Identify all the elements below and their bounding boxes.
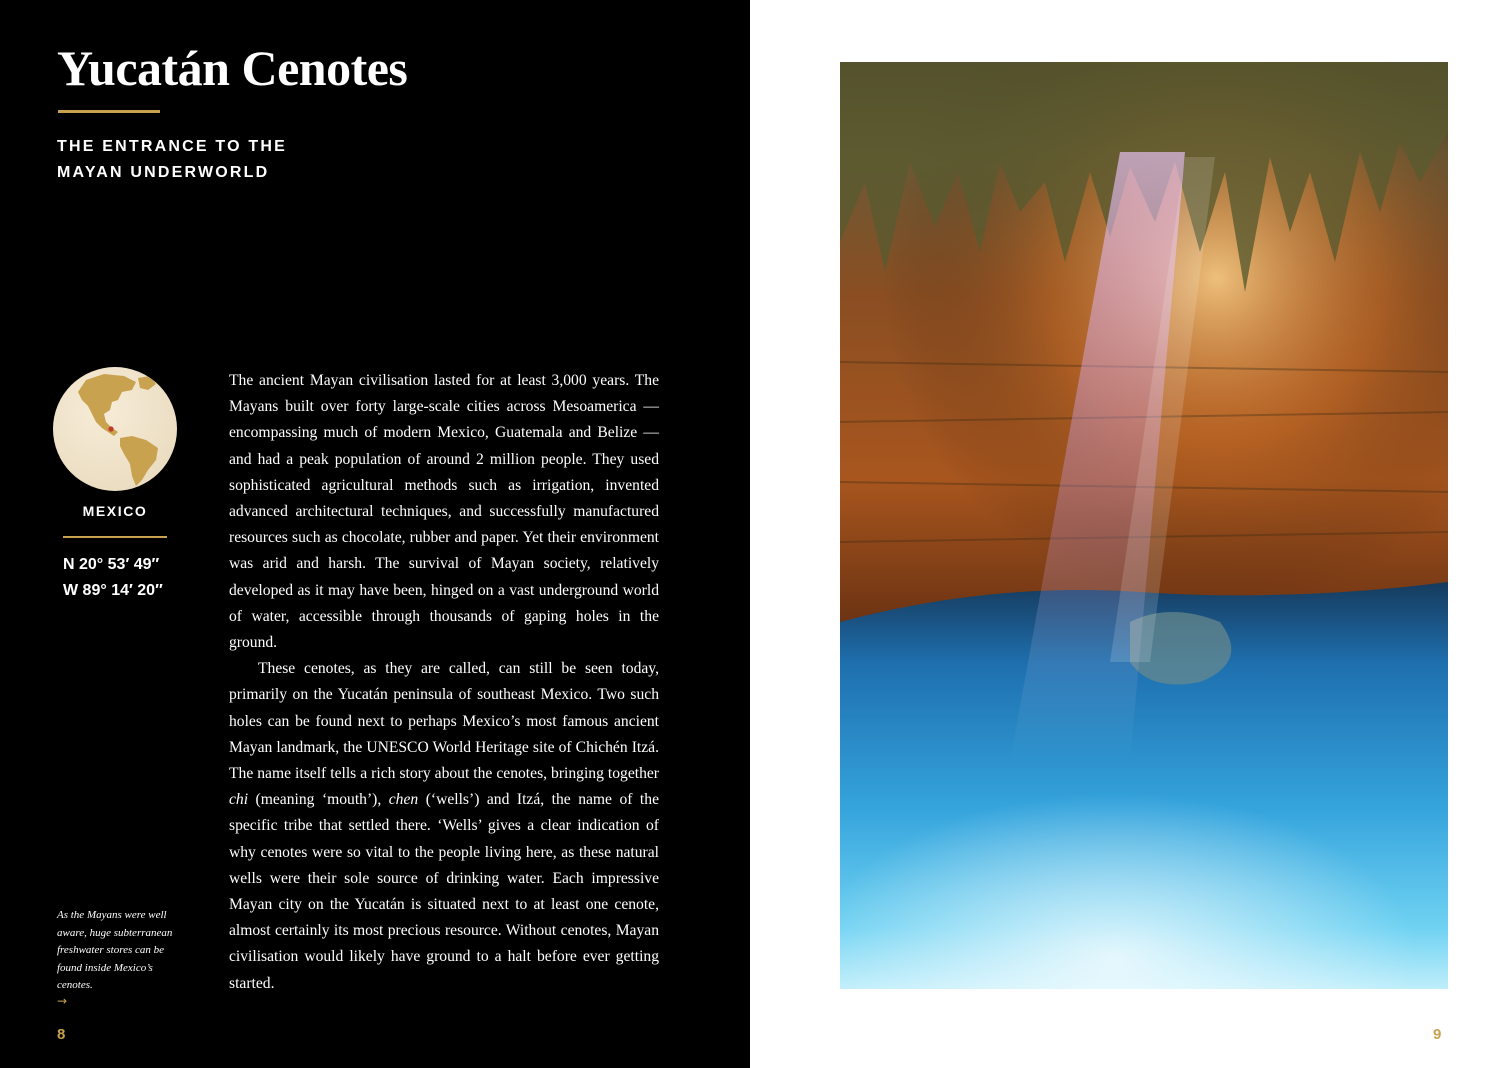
paragraph-1: The ancient Mayan civilisation lasted for at least 3,000 years. The Mayans built over forty large-scale cities across Mesoamerica — encompassing much of modern Mexico, Guatemala and Belize — and had a peak population of around 2 million people. They used sophisticated agricultural methods such as irrigation, invented advanced architectural techniques, and successfully manufactured resources such as chocolate, rubber and paper. Yet their environment was arid and harsh. The survival of Mayan society, relatively developed as it may have been, hinged on a vast underground world of water, accessible through thousands of gaping holes in the ground. (229, 372, 659, 652)
italic-term-chi: chi (229, 791, 249, 809)
paragraph-2-part-2: (meaning ‘mouth’), (248, 791, 389, 809)
paragraph-2-part-1: These cenotes, as they are called, can still be seen today, primarily on the Yucatán peninsula of southeast Mexico. Two such holes can be found next to perhaps Mexico’s most famous ancient Mayan landmark, the UNESCO World Heritage site of Chichén Itzá. The name itself tells a rich story about the cenotes, bringing together (229, 660, 659, 783)
location-country: MEXICO (82, 503, 148, 519)
photo-caption: As the Mayans were well aware, huge subterranean freshwater stores can be found inside Mexico’s cenotes. (57, 909, 173, 991)
page-title: Yucatán Cenotes (57, 40, 408, 96)
coordinates (63, 552, 163, 604)
page-number-left: 8 (57, 1026, 66, 1043)
paragraph-2 (229, 656, 659, 997)
subtitle-line-2: MAYAN UNDERWORLD (57, 164, 270, 181)
subtitle-line-1: THE ENTRANCE TO THE (57, 138, 287, 155)
cenote-photo (840, 62, 1448, 989)
subtitle (57, 134, 357, 186)
page-number-right: 9 (1433, 1026, 1442, 1043)
italic-term-chen: chen (388, 791, 419, 809)
latitude: N 20° 53′ 49″ (63, 556, 160, 573)
paragraph-2-part-3: (‘wells’) and Itzá, the name of the specific tribe that settled there. ‘Wells’ gives a clear indication of why cenotes were so vital to the people living here, as these natural wells were their sole source of drinking water. Each impressive Mayan city on the Yucatán is situated next to at least one cenote, almost certainly its most precious resource. Without cenotes, Mayan civilisation would likely have ground to a halt before ever getting started. (229, 791, 659, 992)
longitude: W 89° 14′ 20″ (63, 582, 163, 599)
globe-icon (52, 366, 178, 492)
right-page (750, 0, 1500, 1068)
location-divider (63, 536, 167, 538)
arrow-right-icon: → (57, 994, 68, 1008)
title-divider (58, 110, 160, 113)
body-text (229, 368, 659, 997)
